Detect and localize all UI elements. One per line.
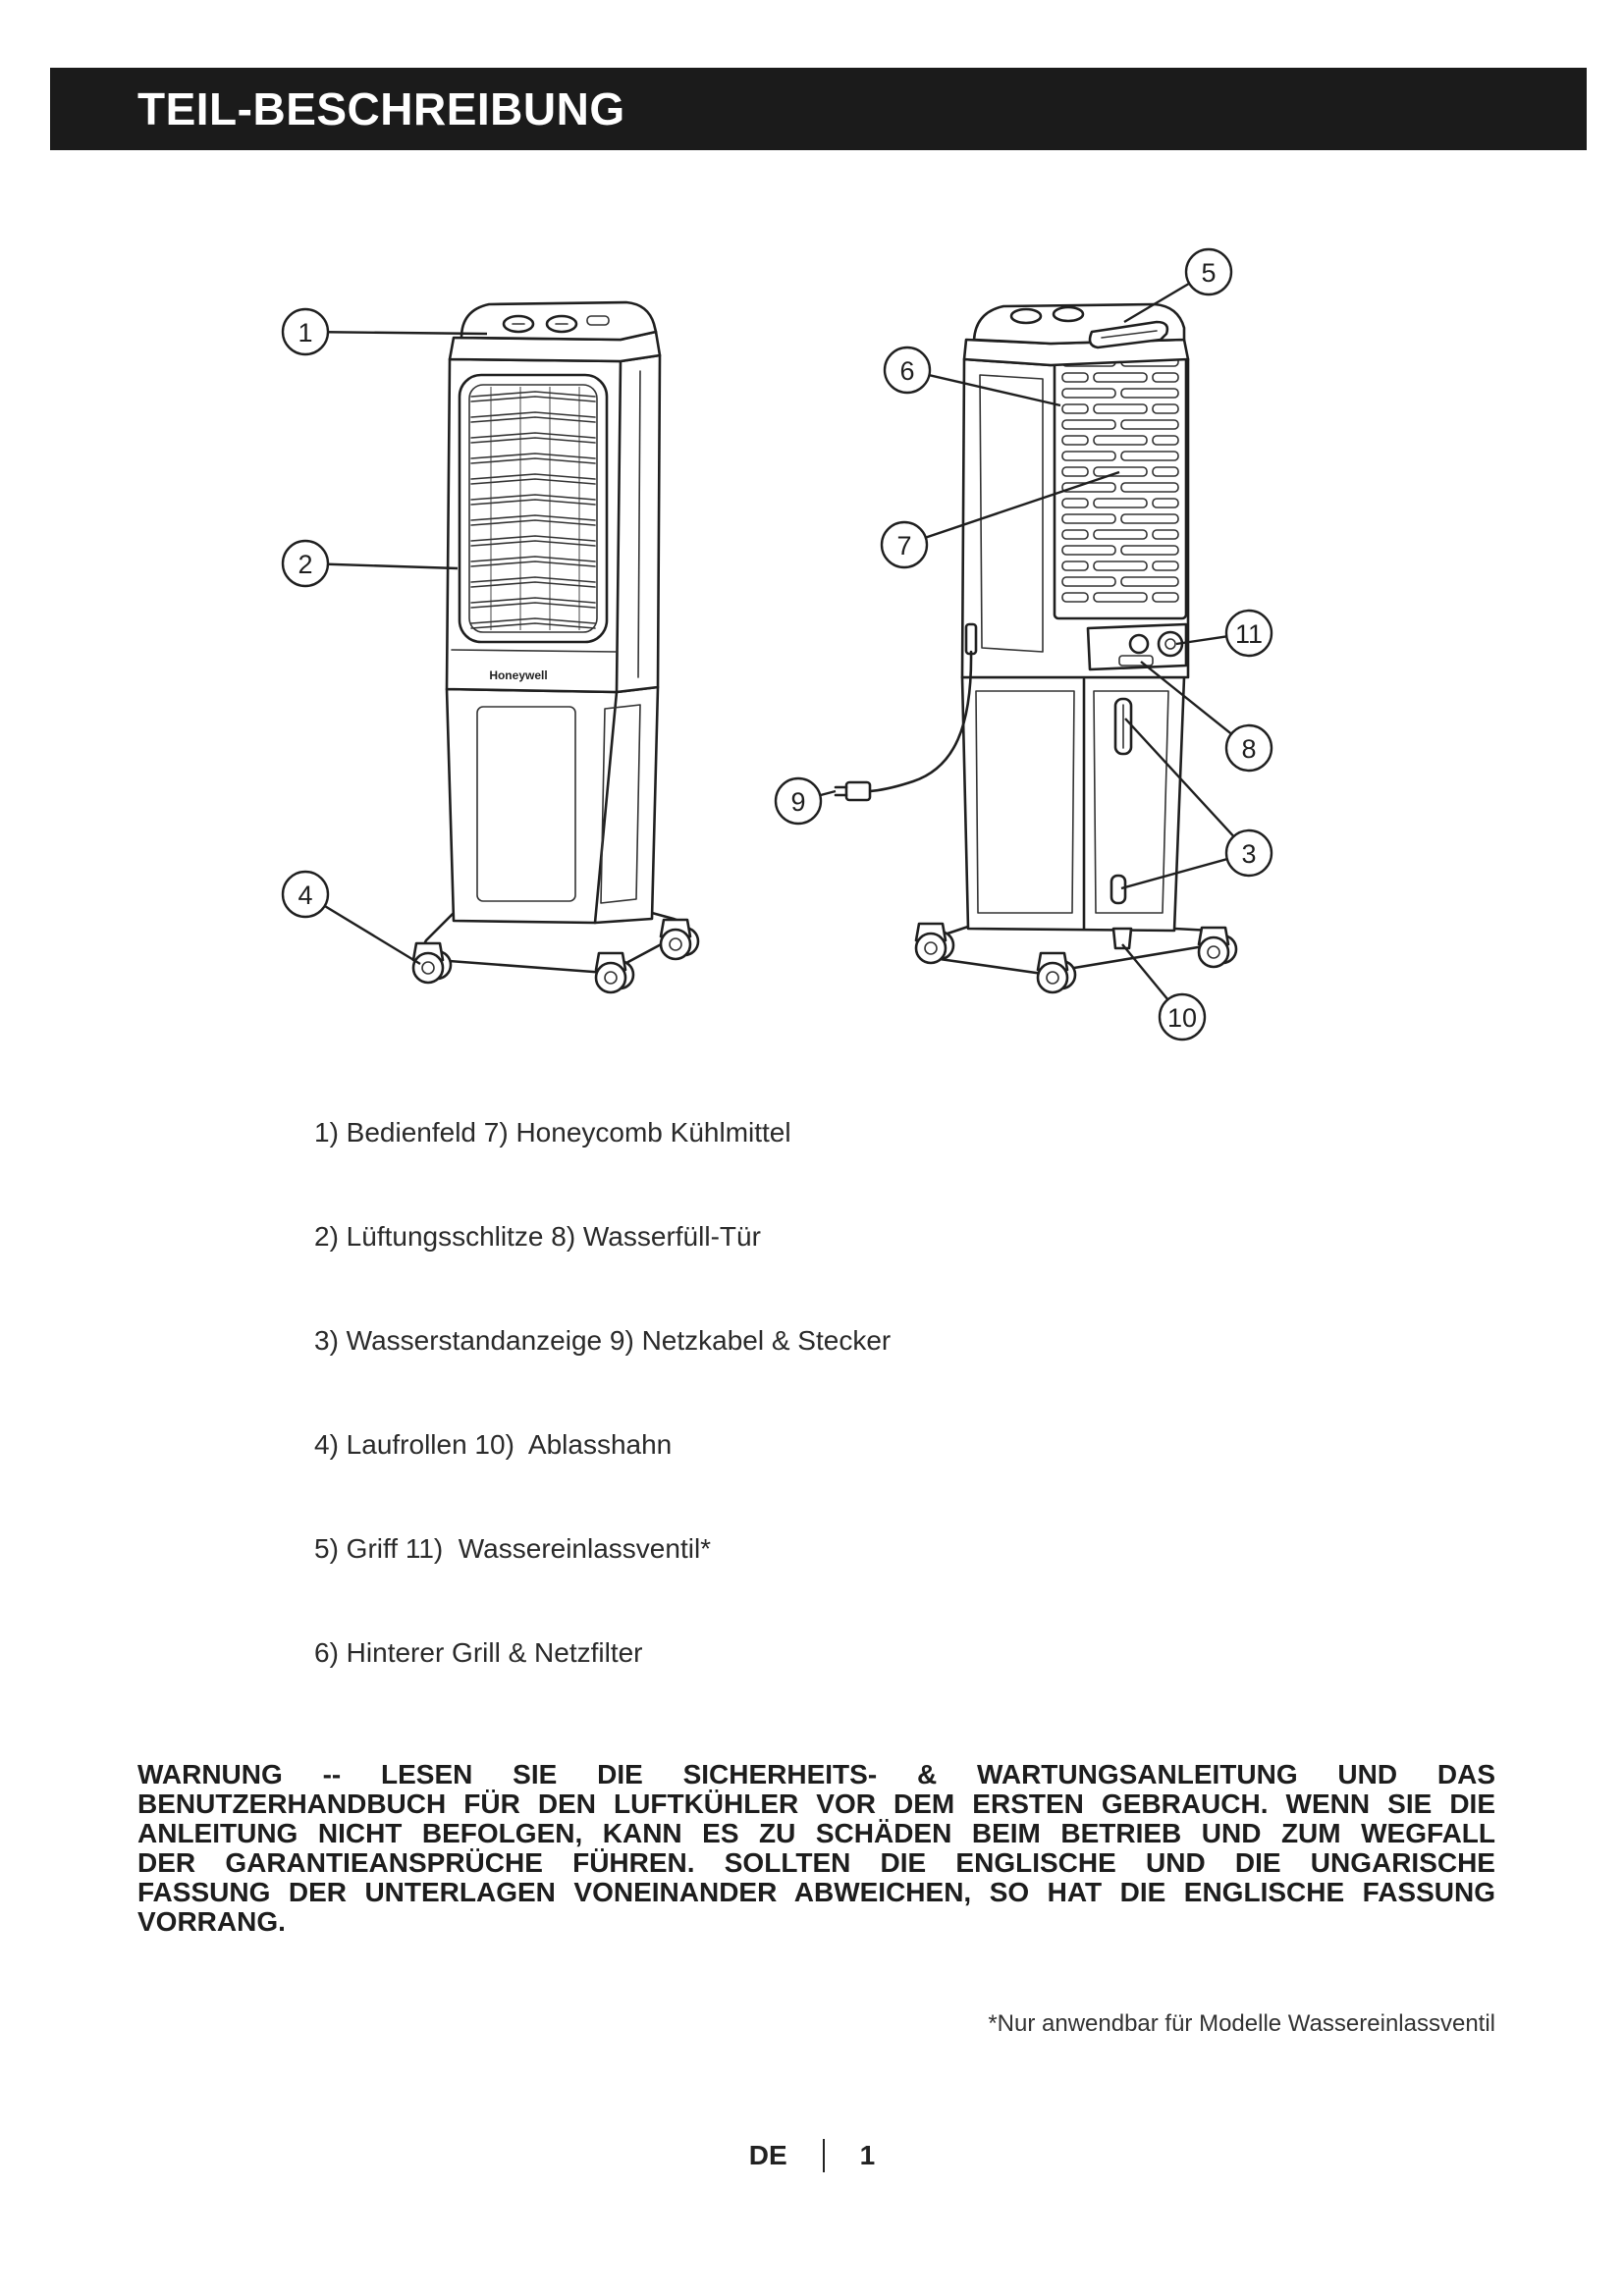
- warning-line: BENUTZERHANDBUCH FÜR DEN LUFTKÜHLER VOR DEM ERSTEN GEBRAUCH. WENN SIE DIE: [137, 1789, 1495, 1819]
- caster-wheel: [413, 953, 443, 983]
- plug-icon: [846, 782, 870, 800]
- callout-4: [283, 872, 420, 964]
- water-inlet-knob-icon: [1130, 635, 1148, 653]
- warning-line: DER GARANTIEANSPRÜCHE FÜHREN. SOLLTEN DIE ENGLISCHE UND DIE UNGARISCHE: [137, 1848, 1495, 1878]
- callout-number: 3: [1241, 839, 1257, 869]
- callout-number: 8: [1241, 734, 1257, 764]
- parts-list: [314, 1081, 1394, 1705]
- back-view-cooler: [836, 304, 1236, 992]
- caster-wheel-icon: [916, 924, 953, 963]
- back-grill-frame: [1055, 349, 1186, 618]
- page-title: TEIL-BESCHREIBUNG: [137, 83, 625, 134]
- language-code: DE: [748, 2140, 787, 2170]
- cable-port: [966, 624, 976, 654]
- warning-line: WARNUNG -- LESEN SIE DIE SICHERHEITS- & WARTUNGSANLEITUNG UND DAS: [137, 1760, 1495, 1789]
- parts-list-line: 5) Griff 11) Wassereinlassventil*: [314, 1533, 712, 1564]
- caster-wheel-icon: [1199, 928, 1236, 967]
- callout-number: 4: [298, 881, 313, 910]
- callout-number: 6: [899, 356, 915, 386]
- section-header-bar: [50, 68, 1587, 150]
- callout-number: 1: [298, 318, 313, 347]
- caster-wheel-icon: [661, 920, 698, 959]
- caster-wheel: [916, 934, 946, 963]
- warning-notice: [137, 1760, 1495, 1937]
- callout-number: 5: [1201, 258, 1217, 288]
- parts-list-line: 4) Laufrollen 10) Ablasshahn: [314, 1429, 673, 1460]
- caster-wheel: [1038, 963, 1067, 992]
- parts-list-line: 1) Bedienfeld 7) Honeycomb Kühlmittel: [314, 1117, 791, 1148]
- callout-number: 9: [790, 787, 806, 817]
- footer-divider: [823, 2139, 825, 2172]
- page-footer: [0, 2138, 1624, 2173]
- page-number: 1: [859, 2140, 876, 2170]
- callout-2: [283, 541, 458, 586]
- callout-leader: [305, 332, 487, 334]
- parts-list-line: 6) Hinterer Grill & Netzfilter: [314, 1637, 643, 1668]
- brand-logo: Honeywell: [489, 668, 548, 682]
- water-level-window-lower: [1111, 876, 1125, 903]
- callout-number: 7: [896, 531, 912, 561]
- callout-10: [1122, 944, 1205, 1040]
- control-knob-icon: [1011, 309, 1041, 323]
- front-view-cooler: [413, 302, 698, 992]
- callout-9: [776, 778, 836, 824]
- warning-line: VORRANG.: [137, 1907, 286, 1937]
- parts-list-line: 2) Lüftungsschlitze 8) Wasserfüll-Tür: [314, 1221, 761, 1252]
- warning-line: FASSUNG DER UNTERLAGEN VONEINANDER ABWEICHEN, SO HAT DIE ENGLISCHE FASSUNG: [137, 1878, 1495, 1907]
- front-lower-body: [447, 687, 658, 923]
- callout-number: 2: [298, 550, 313, 579]
- parts-list-line: 3) Wasserstandanzeige 9) Netzkabel & Stecker: [314, 1325, 892, 1356]
- caster-wheel: [661, 930, 690, 959]
- callout-number: 11: [1234, 619, 1264, 649]
- caster-wheel: [596, 963, 625, 992]
- footnote: *Nur anwendbar für Modelle Wassereinlassventil: [988, 2010, 1495, 2037]
- callout-11: [1176, 611, 1272, 656]
- caster-wheel: [1199, 937, 1228, 967]
- control-knob-icon: [1054, 307, 1083, 321]
- parts-diagram: [0, 226, 1624, 1060]
- warning-line: ANLEITUNG NICHT BEFOLGEN, KANN ES ZU SCHÄDEN BEIM BETRIEB UND ZUM WEGFALL: [137, 1819, 1495, 1848]
- power-cable: [870, 652, 971, 791]
- callout-number: 10: [1166, 1003, 1198, 1033]
